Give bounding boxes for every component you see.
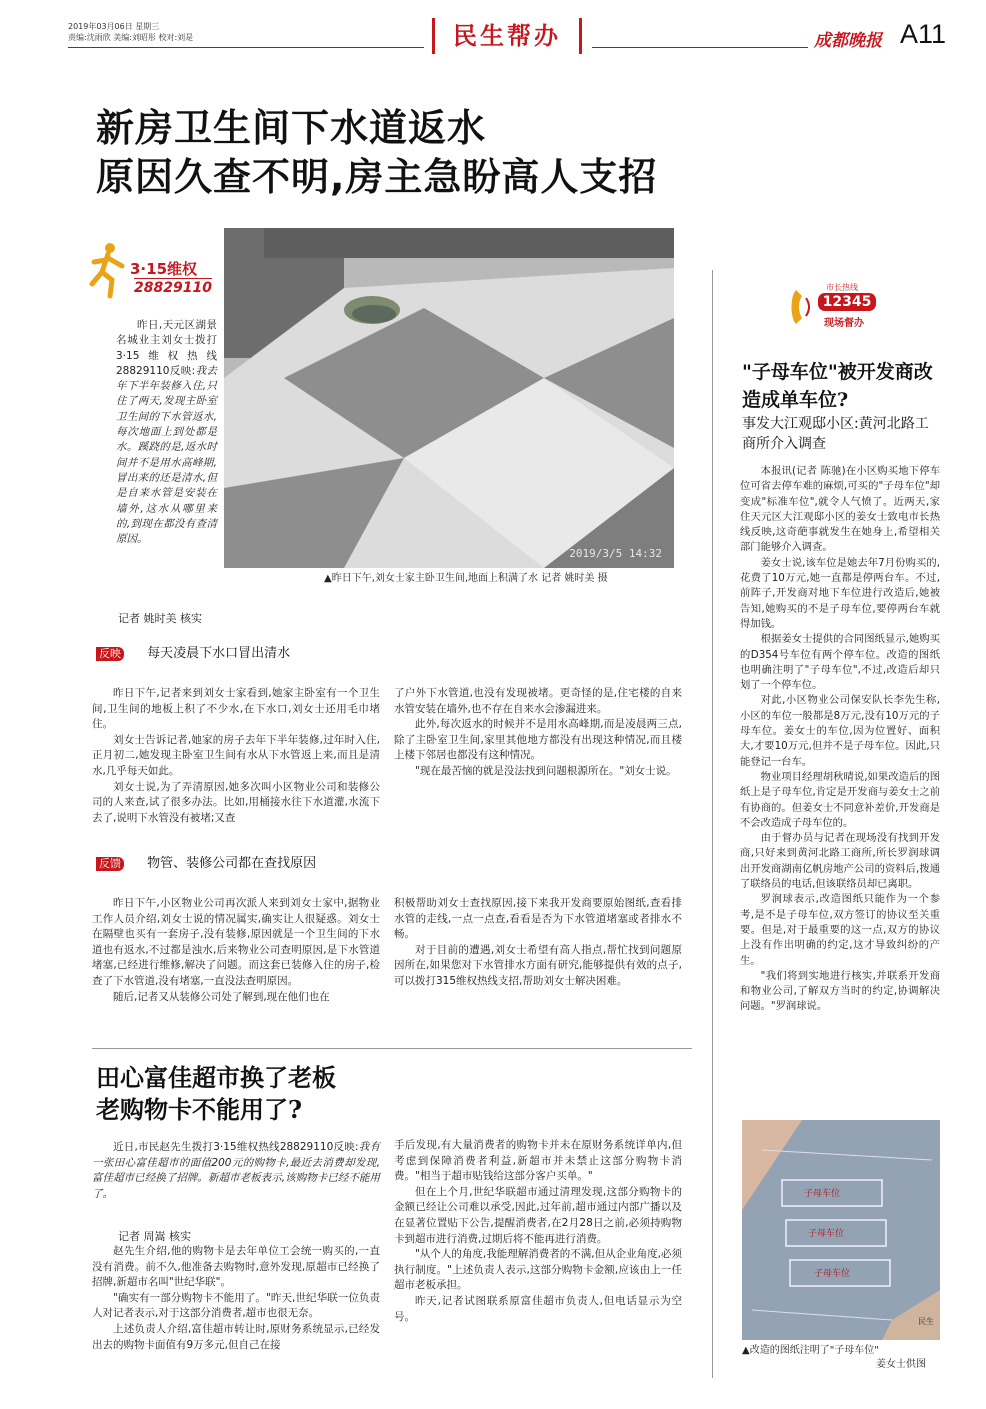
paragraph: 根据姜女士提供的合同图纸显示,她购买的D354号车位有两个停车位。改造的图纸也明确注明了"子母车位",不过,改造后却只划了一个停车位。 [740, 633, 940, 692]
photo-caption: ▲昨日下午,刘女士家主卧卫生间,地面上积满了水 记者 姚时美 摄 [324, 573, 608, 584]
main-lead-quote: 我去年下半年装修入住,只住了两天,发现主卧室卫生间的下水管返水,每次地面上到处都是水。蹊跷的是,返水时间并不是用水高峰期,冒出来的还是清水,但是自来水管是安装在墙外,这水从哪里来的,到现在都没有查清原因。 [116, 364, 218, 546]
sidebar-divider [712, 270, 713, 1378]
second-headline-line-1: 田心富佳超市换了老板 [96, 1063, 336, 1092]
paragraph: 上述负责人介绍,富佳超市转让时,原财务系统显示,已经发出去的购物卡面值有9万多元,但自己在接 [92, 1322, 380, 1351]
second-col-1 [92, 1244, 380, 1353]
drawing-label-1: 子母车位 [804, 1189, 841, 1199]
section-2-header [96, 852, 316, 873]
page-number: A11 [900, 19, 947, 49]
paragraph: 对于目前的遭遇,刘女士希望有高人指点,帮忙找到问题原因所在,如果您对下水管排水方面有研究,能够提供有效的点子,可以拨打315维权热线支招,帮助刘女士解决困难。 [394, 943, 682, 987]
section-1-tag: 反映 [96, 647, 124, 661]
paragraph: 由于督办员与记者在现场没有找到开发商,只好来到黄河北路工商所,所长罗润球调出开发商湖南亿帆房地产公司的资料后,拨通了联络员的电话,但该联络员却已离职。 [740, 832, 940, 891]
tile-floor-image [224, 228, 674, 568]
hotline-12345-logo [790, 282, 880, 332]
logo-line-1: 市长热线 [826, 283, 858, 292]
parking-drawing-photo [742, 1120, 940, 1340]
section-title-box [432, 18, 582, 54]
paragraph: 本报讯(记者 陈驰)在小区购买地下停车位可省去停车难的麻烦,可买的"子母车位"却变成"标准车位",就令人气愤了。近两天,家住天元区大江观邸小区的姜女士致电市长热线反映,这奇葩事就发生在她身上,希望相关部门能够介入调查。 [740, 465, 940, 554]
sidebar-headline: "子母车位"被开发商改造成单车位? [742, 361, 933, 411]
paragraph: 但在上个月,世纪华联超市通过清理发现,这部分购物卡的金额已经让公司难以承受,因此,过年前,超市通过内部广播以及在显著位置贴下公告,提醒消费者,在2月28日之前,必须持购物卡到超市进行消费,过期后将不能再进行消费。 [394, 1185, 682, 1245]
section-1-title: 每天凌晨下水口冒出清水 [147, 646, 291, 661]
section-2-title: 物管、装修公司都在查找原因 [147, 856, 317, 871]
paragraph: 姜女士说,该车位是她去年7月份购买的,花费了10万元,她一直都是停两台车。不过,前阵子,开发商对地下车位进行改造后,她被告知,她购买的不是子母车位,要停两台车就得加钱。 [740, 556, 940, 630]
paragraph: 手后发现,有大量消费者的购物卡并未在原财务系统详单内,但考虑到保障消费者利益,新超市并未禁止这部分购物卡消费。"相当于超市贴钱给这部分客户买单。" [394, 1139, 682, 1183]
hotline-label: 3·15维权 [130, 260, 198, 278]
hotline-number: 28829110 [134, 280, 212, 296]
section-1-col-2 [394, 686, 682, 780]
sidebar-body [740, 464, 940, 1015]
second-lead-quote: 我有一张田心富佳超市的面值200元的购物卡,最近去消费却发现,富佳超市已经换了招牌。新超市老板表示,该购物卡已经不能用了。 [92, 1141, 380, 1200]
paragraph: 罗润球表示,改造图纸只能作为一个参考,是不是子母车位,双方签订的协议至关重要。但是,对于最重要的这一点,双方的协议上没有作出明确的约定,这才导致纠纷的产生。 [740, 893, 940, 967]
drawing-caption: ▲改造的图纸注明了"子母车位" [742, 1345, 879, 1356]
section-2-col-2 [394, 896, 682, 990]
running-figure-icon [88, 240, 130, 300]
second-lead [92, 1140, 380, 1202]
main-reporter: 记者 姚时美 核实 [118, 612, 202, 625]
editors-line: 责编:沈雨欣 美编:刘昭彤 校对:刘是 [68, 33, 194, 42]
paragraph: 对此,小区物业公司保安队长李先生称,小区的车位一般都是8万元,没有10万元的子母车位。姜女士的车位,因为位置好、面积大,才要10万元,但并不是子母车位。因此,只能登记一台车。 [740, 694, 940, 768]
paragraph: 随后,记者又从装修公司处了解到,现在他们也在 [113, 990, 330, 1003]
story-divider [92, 1048, 692, 1049]
paragraph: 昨天,记者试图联系原富佳超市负责人,但电话显示为空号。 [394, 1294, 682, 1323]
paragraph: 刘女士说,为了弄清原因,她多次叫小区物业公司和装修公司的人来查,试了很多办法。比如,用桶接水往下水道灌,水流下去了,说明下水管没有被堵;又查 [92, 780, 380, 824]
paragraph: 昨日下午,记者来到刘女士家看到,她家主卧室有一个卫生间,卫生间的地板上积了不少水,在下水口,刘女士还用毛巾堵住。 [92, 687, 380, 731]
second-headline-line-2: 老购物卡不能用了? [96, 1095, 303, 1124]
paragraph: 积极帮助刘女士查找原因,接下来我开发商要原始图纸,查看排水管的走线,一点一点查,看看是否为下水管道堵塞或者排水不畅。 [394, 897, 682, 941]
paragraph: 刘女士告诉记者,她家的房子去年下半年装修,过年时入住,正月初二,她发现主卧室卫生间有水从下水管返上来,而且是清水,几乎每天如此。 [92, 733, 380, 777]
photo-timestamp: 2019/3/5 14:32 [569, 547, 662, 560]
bathroom-floor-photo [224, 228, 674, 568]
second-reporter: 记者 周嵩 核实 [118, 1230, 191, 1243]
section-title: 民生帮办 [453, 21, 561, 50]
drawing-label-4: 民生 [918, 1317, 934, 1326]
section-1-col-1 [92, 686, 380, 826]
paragraph: 赵先生介绍,他的购物卡是去年单位工会统一购买的,一直没有消费。前不久,他准备去购物时,意外发现,原超市已经换了招牌,新超市名叫"世纪华联"。 [92, 1245, 380, 1289]
section-2-tag: 反馈 [96, 857, 124, 871]
masthead-rule-left [68, 47, 424, 48]
paragraph: "我们将到实地进行核实,并联系开发商和物业公司,了解双方当时的约定,协调解决问题。"罗润球说。 [740, 969, 940, 1013]
paragraph: 昨日下午,小区物业公司再次派人来到刘女士家中,据物业工作人员介绍,刘女士说的情况属实,确实让人很疑惑。刘女士在隔壁也买有一套房子,没有装修,原因就是一个卫生间的下水道也有返水,不过都是浊水,后来物业公司查明原因,是下水管道堵塞,已经进行维修,解决了问题。而这套已装修入住的房子,检查了下水管道,没有堵塞,一直没法查明原因。 [92, 897, 380, 987]
paper-name: 成都晚报 [814, 31, 882, 51]
phone-icon [790, 288, 816, 326]
second-lead-text: 近日,市民赵先生拨打3·15维权热线28829110反映: [113, 1141, 359, 1153]
drawing-label-3: 子母车位 [814, 1269, 851, 1279]
hotline-315-logo [88, 240, 228, 302]
paragraph: "从个人的角度,我能理解消费者的不满,但从企业角度,必须执行制度。"上述负责人表示,这部分购物卡金额,应该由上一任超市老板承担。 [394, 1248, 682, 1292]
second-col-2 [394, 1138, 682, 1325]
masthead-rule-right [592, 47, 808, 48]
paragraph: "确实有一部分购物卡不能用了。"昨天,世纪华联一位负责人对记者表示,对于这部分消费者,超市也很无奈。 [92, 1291, 380, 1320]
logo-line-2: 12345 [818, 293, 876, 311]
date-line: 2019年03月06日 星期三 [68, 22, 160, 31]
main-headline-line-2: 原因久查不明,房主急盼高人支招 [96, 155, 658, 199]
section-1-header [96, 642, 290, 663]
paragraph: 物业项目经理胡秋晴说,如果改造后的图纸上是子母车位,肯定是开发商与姜女士之前有协商的。但姜女士不同意补差价,开发商是不会改造成子母车位的。 [740, 770, 940, 829]
main-headline-line-1: 新房卫生间下水道返水 [96, 106, 487, 150]
main-lead [116, 318, 217, 547]
drawing-label-2: 子母车位 [808, 1229, 845, 1239]
drawing-credit: 姜女士供图 [876, 1359, 926, 1370]
main-lead-text: 昨日,天元区湖景名城业主刘女士拨打3·15维权热线28829110反映: [116, 319, 217, 377]
paragraph: 此外,每次返水的时候并不是用水高峰期,而是凌晨两三点,除了主卧室卫生间,家里其他地方都没有出现这种情况,而且楼上楼下邻居也都没有这种情况。 [394, 718, 682, 762]
sidebar-subhead: 事发大江观邸小区:黄河北路工商所介入调查 [742, 416, 929, 452]
logo-line-3: 现场督办 [824, 318, 864, 329]
paragraph: "现在最苦恼的就是没法找到问题根源所在。"刘女士说。 [415, 764, 677, 777]
section-2-col-1 [92, 896, 380, 1005]
paragraph: 了户外下水管道,也没有发现被堵。更奇怪的是,住宅楼的自来水管安装在墙外,也不存在自来水会渗漏进来。 [394, 687, 682, 715]
